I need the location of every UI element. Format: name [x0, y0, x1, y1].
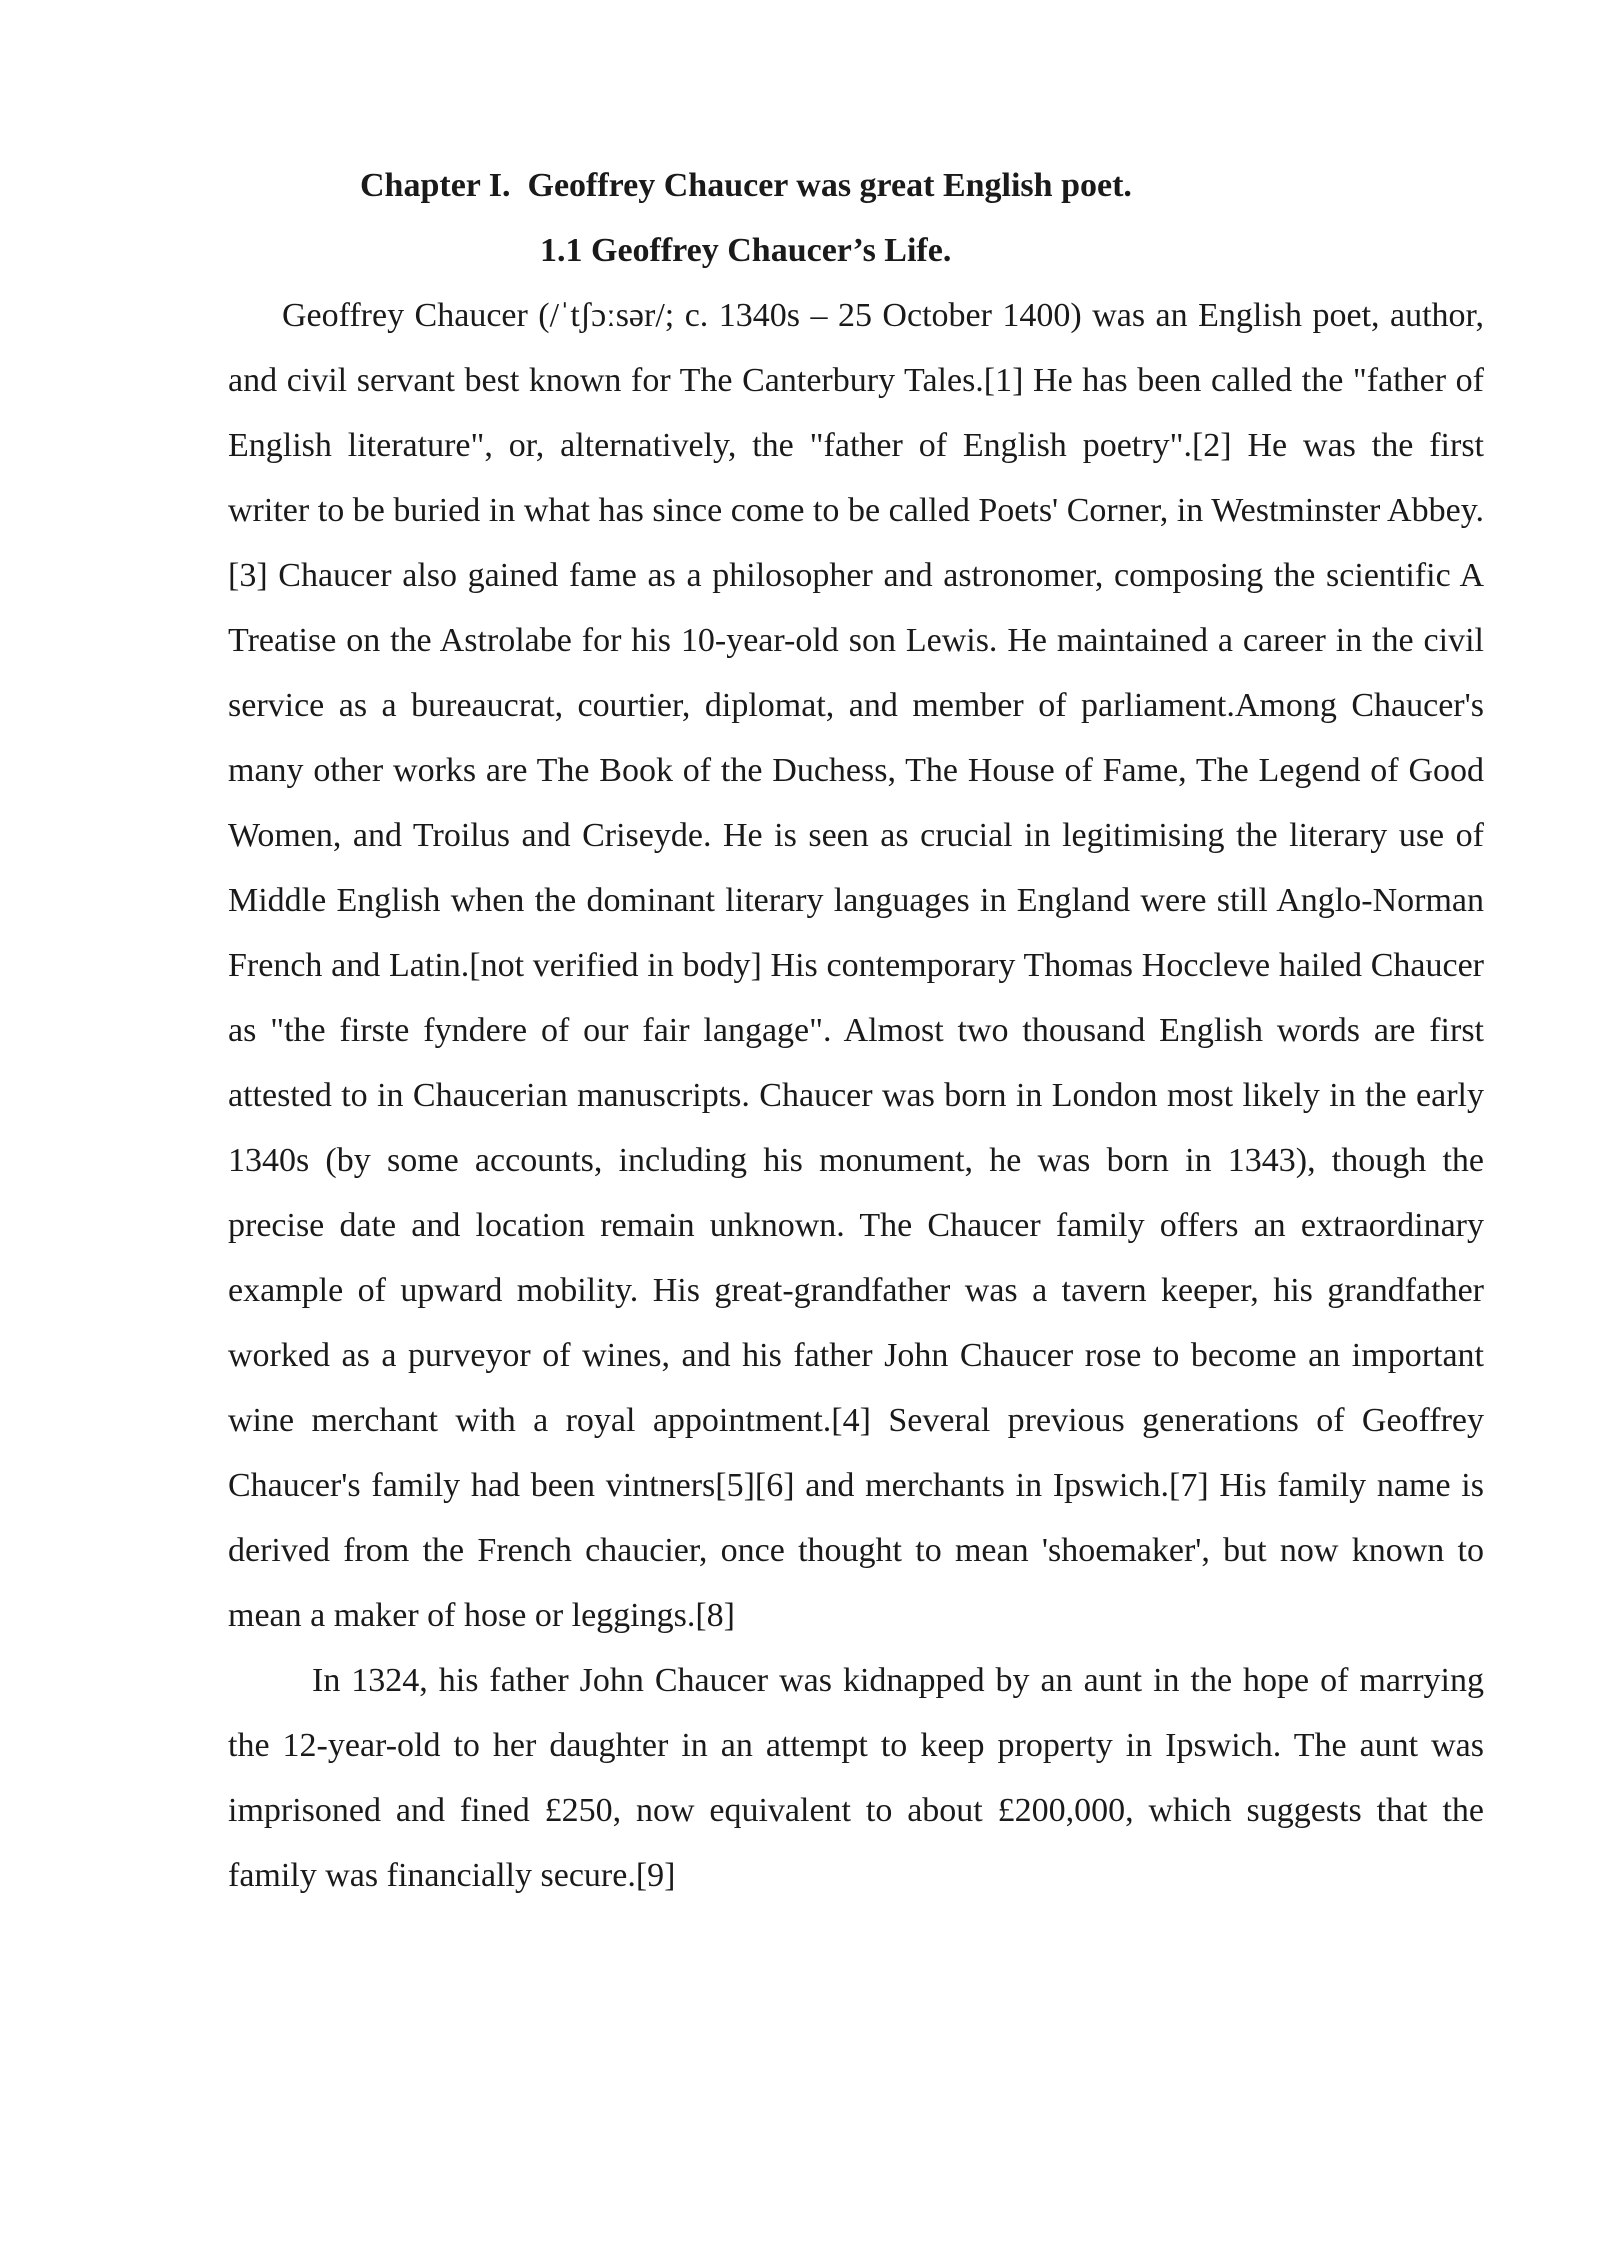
body-text — [228, 283, 1484, 1908]
section-title: 1.1 Geoffrey Chaucer’s Life. — [540, 232, 952, 269]
paragraph-2: In 1324, his father John Chaucer was kidnapped by an aunt in the hope of marrying the 12-year-old to her daughter in an attempt to keep property in Ipswich. The aunt was imprisoned and fined £250, now equivalent to about £200,000, which suggests that the family was financially secure.[9] — [228, 1662, 1484, 1894]
chapter-title: Chapter I. Geoffrey Chaucer was great English poet. — [360, 167, 1132, 204]
paragraph-1: Geoffrey Chaucer (/ˈtʃɔːsər/; c. 1340s – 25 October 1400) was an English poet, author, and civil servant best known for The Canterbury Tales.[1] He has been called the "father of English literature", or, alternatively, the "father of English poetry".[2] He was the first writer to be buried in what has since come to be called Poets' Corner, in Westminster Abbey.[3] Chaucer also gained fame as a philosopher and astronomer, composing the scientific A Treatise on the Astrolabe for his 10-year-old son Lewis. He maintained a career in the civil service as a bureaucrat, courtier, diplomat, and member of parliament.Among Chaucer's many other works are The Book of the Duchess, The House of Fame, The Legend of Good Women, and Troilus and Criseyde. He is seen as crucial in legitimising the literary use of Middle English when the dominant literary languages in England were still Anglo-Norman French and Latin.[not verified in body] His contemporary Thomas Hoccleve hailed Chaucer as "the firste fyndere of our fair langage". Almost two thousand English words are first attested to in Chaucerian manuscripts. Chaucer was born in London most likely in the early 1340s (by some accounts, including his monument, he was born in 1343), though the precise date and location remain unknown. The Chaucer family offers an extraordinary example of upward mobility. His great-grandfather was a tavern keeper, his grandfather worked as a purveyor of wines, and his father John Chaucer rose to become an important wine merchant with a royal appointment.[4] Several previous generations of Geoffrey Chaucer's family had been vintners[5][6] and merchants in Ipswich.[7] His family name is derived from the French chaucier, once thought to mean 'shoemaker', but now known to mean a maker of hose or leggings.[8] — [228, 297, 1484, 1634]
